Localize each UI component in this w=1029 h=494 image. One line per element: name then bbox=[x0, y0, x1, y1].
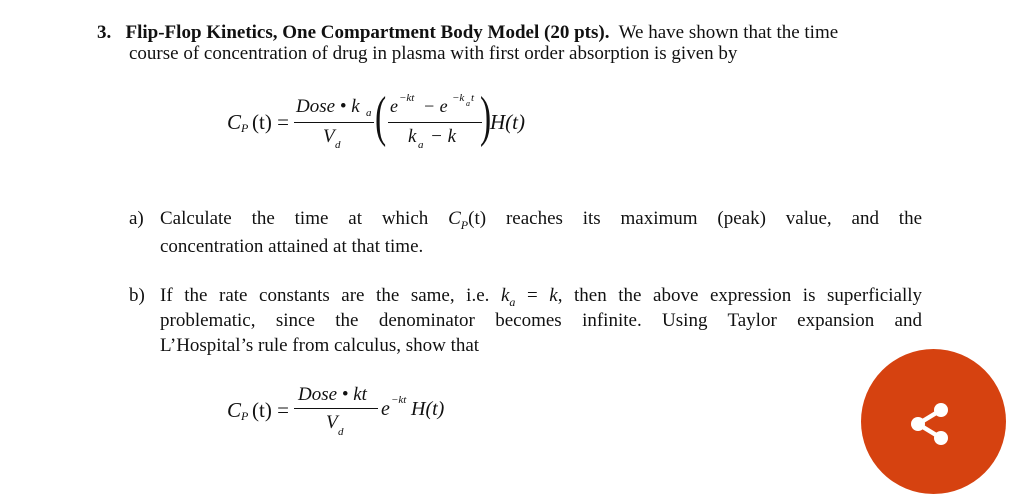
share-button[interactable] bbox=[861, 349, 1006, 494]
problem-header bbox=[97, 22, 838, 44]
eq1-heaviside: H(t) bbox=[490, 110, 525, 134]
part-b-line3: L’Hospital’s rule from calculus, show that bbox=[160, 335, 480, 356]
eq2-lhs: C bbox=[227, 398, 242, 422]
eq2-heaviside: H(t) bbox=[411, 398, 445, 420]
eq1-exp1: −kt bbox=[399, 92, 415, 104]
part-a-var-c: C bbox=[448, 208, 461, 229]
eq1-minus-e: − e bbox=[423, 96, 448, 116]
eq1-lhs-sub: P bbox=[241, 121, 249, 135]
eq2-lhs-sub: P bbox=[241, 409, 249, 423]
eq1-lhs: C bbox=[227, 110, 242, 134]
part-b-label: b) bbox=[129, 285, 145, 306]
eq1-num-dose: Dose • k bbox=[296, 96, 360, 117]
problem-intro-1: We have shown that the time bbox=[618, 22, 839, 43]
eq1-inner-den-rest: − k bbox=[430, 126, 457, 147]
part-b-ka: k bbox=[500, 285, 510, 306]
eq2-e: e bbox=[381, 398, 390, 420]
part-b-ka-sub: a bbox=[509, 294, 516, 309]
problem-number: 3. bbox=[97, 22, 112, 43]
part-b-eq: = bbox=[515, 285, 550, 306]
share-icon bbox=[907, 401, 953, 447]
eq2-exp: −kt bbox=[391, 394, 407, 406]
part-a-text-pre: Calculate the time at which bbox=[160, 208, 429, 229]
eq1-exp2-t: t bbox=[471, 92, 475, 104]
problem-intro-2: course of concentration of drug in plasma with first order absorption is given by bbox=[129, 43, 738, 64]
eq1-lhs-arg: (t) = bbox=[252, 110, 289, 134]
part-a-var-arg: (t) bbox=[468, 208, 487, 229]
part-b-line2: problematic, since the denominator becomes infinite. Using Taylor expansion and bbox=[160, 310, 922, 331]
part-b-k: k bbox=[549, 285, 558, 306]
eq2-num: Dose • kt bbox=[298, 384, 367, 405]
part-a-var bbox=[448, 208, 487, 232]
eq2-den-sub: d bbox=[338, 426, 344, 438]
part-b-text-pre: If the rate constants are the same, i.e. bbox=[160, 285, 490, 306]
eq1-e1: e bbox=[390, 96, 398, 116]
part-a-var-sub: P bbox=[460, 217, 469, 232]
eq1-den-v: V bbox=[323, 126, 335, 147]
eq2-den-v: V bbox=[326, 412, 338, 433]
part-a-line1 bbox=[160, 208, 922, 236]
eq1-inner-den-k: k bbox=[408, 126, 417, 147]
eq2-lhs-arg: (t) = bbox=[252, 398, 289, 422]
eq1-num-sub: a bbox=[366, 107, 372, 119]
part-a-text-post: reaches its maximum (peak) value, and the bbox=[505, 208, 923, 229]
eq1-den-sub: d bbox=[335, 139, 341, 151]
part-a-label: a) bbox=[129, 208, 144, 229]
part-b-text-post: , then the above expression is superficially bbox=[557, 285, 922, 306]
problem-title: Flip-Flop Kinetics, One Compartment Body Model (20 pts). bbox=[125, 22, 610, 43]
eq1-inner-den-sub: a bbox=[418, 139, 424, 151]
eq1-exp2-sub: a bbox=[466, 99, 470, 108]
part-a-line2: concentration attained at that time. bbox=[160, 236, 424, 257]
document-page: 3. Flip-Flop Kinetics, One Compartment Body Model (20 pts). We have shown that the time course of concentration of drug in plasma with first order absorption is given by C P (t) = Dose • k a V d ( e −kt − e −k a t k a − k ) H(t) a) Calculate the time at which $C_P(t)$ reaches its maximum (peak) value, and the concentration attained at that time. b) If the rate constants are the same, i.e. $k_a = k$, then the above expression is superficially problematic, since the denominator becomes infinite. Using Taylor expansion and L’Hospital’s rule from calculus, show that C P (t) = Dose • kt V d e −kt H(t) bbox=[97, 22, 923, 438]
part-b-line1 bbox=[160, 285, 922, 313]
eq1-exp2: −k bbox=[452, 92, 465, 104]
